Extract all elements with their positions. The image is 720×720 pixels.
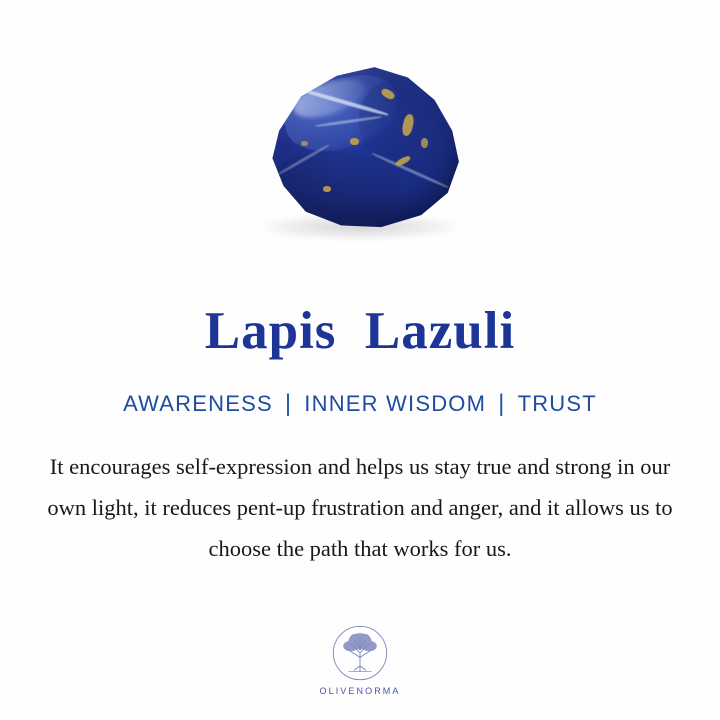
keyword-separator: | — [284, 390, 293, 417]
page-title: Lapis Lazuli — [204, 302, 516, 360]
keyword-list — [123, 390, 597, 418]
stone-image-area — [0, 0, 720, 285]
tree-of-life-icon — [331, 624, 389, 682]
brand-logo — [0, 624, 720, 696]
description-text: It encourages self-expression and helps us stay true and strong in our own light, it reduces pent-up frustration and anger, and it allows us to choose the path that works for us. — [47, 454, 673, 561]
pyrite-fleck — [350, 138, 359, 145]
lapis-lazuli-stone — [248, 62, 470, 234]
pyrite-fleck — [421, 138, 428, 148]
pyrite-fleck — [323, 186, 331, 192]
stone-image — [240, 62, 480, 247]
keyword-separator: | — [498, 390, 506, 417]
keyword-trust: TRUST — [517, 391, 597, 416]
brand-name: OLIVENORMA — [319, 686, 401, 696]
keyword-awareness: AWARENESS — [123, 391, 273, 416]
keyword-inner-wisdom: INNER WISDOM — [304, 391, 487, 416]
